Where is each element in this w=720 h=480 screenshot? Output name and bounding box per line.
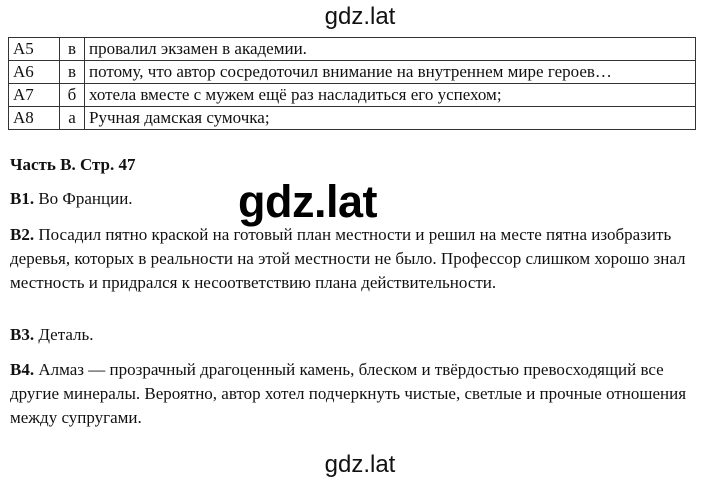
answer-text: провалил экзамен в академии. xyxy=(85,38,696,61)
answer-number: A8 xyxy=(9,107,60,130)
answer-number: A5 xyxy=(9,38,60,61)
answer-b2-label: В2. xyxy=(10,225,35,244)
table-row xyxy=(9,38,696,61)
watermark-top: gdz.lat xyxy=(324,3,396,30)
watermark-bottom: gdz.lat xyxy=(324,451,396,478)
answer-b4 xyxy=(10,358,710,430)
answer-number: A6 xyxy=(9,61,60,84)
answer-text: хотела вместе с мужем ещё раз насладиться его успехом; xyxy=(85,84,696,107)
table-row xyxy=(9,61,696,84)
table-row xyxy=(9,107,696,130)
answer-letter: а xyxy=(60,107,85,130)
answer-b1-text: Во Франции. xyxy=(38,189,133,208)
section-title: Часть В. Стр. 47 xyxy=(10,155,136,174)
answer-letter: б xyxy=(60,84,85,107)
answer-letter: в xyxy=(60,61,85,84)
answer-b2-text: Посадил пятно краской на готовый план местности и решил на месте пятна изобразить деревья, которых в реальности на этой местности не было. Профессор слишком хорошо знал местность и придрался к несоответствию плана действительности. xyxy=(10,225,686,292)
answer-text: Ручная дамская сумочка; xyxy=(85,107,696,130)
answer-text: потому, что автор сосредоточил внимание на внутреннем мире героев… xyxy=(85,61,696,84)
answer-b4-label: В4. xyxy=(10,360,35,379)
answer-number: A7 xyxy=(9,84,60,107)
answer-b1-label: В1. xyxy=(10,189,35,208)
answer-b3-label: В3. xyxy=(10,325,35,344)
table-row xyxy=(9,84,696,107)
answer-b4-text: Алмаз — прозрачный драгоценный камень, блеском и твёрдостью превосходящий все другие минералы. Вероятно, автор хотел подчеркнуть чистые, светлые и прочные отношения между супругами. xyxy=(10,360,687,427)
watermark-middle: gdz.lat xyxy=(238,176,377,227)
answer-b3-text: Деталь. xyxy=(38,325,94,344)
answer-b2 xyxy=(10,223,710,295)
answer-letter: в xyxy=(60,38,85,61)
answers-table xyxy=(8,37,696,130)
answer-b3 xyxy=(10,323,710,347)
